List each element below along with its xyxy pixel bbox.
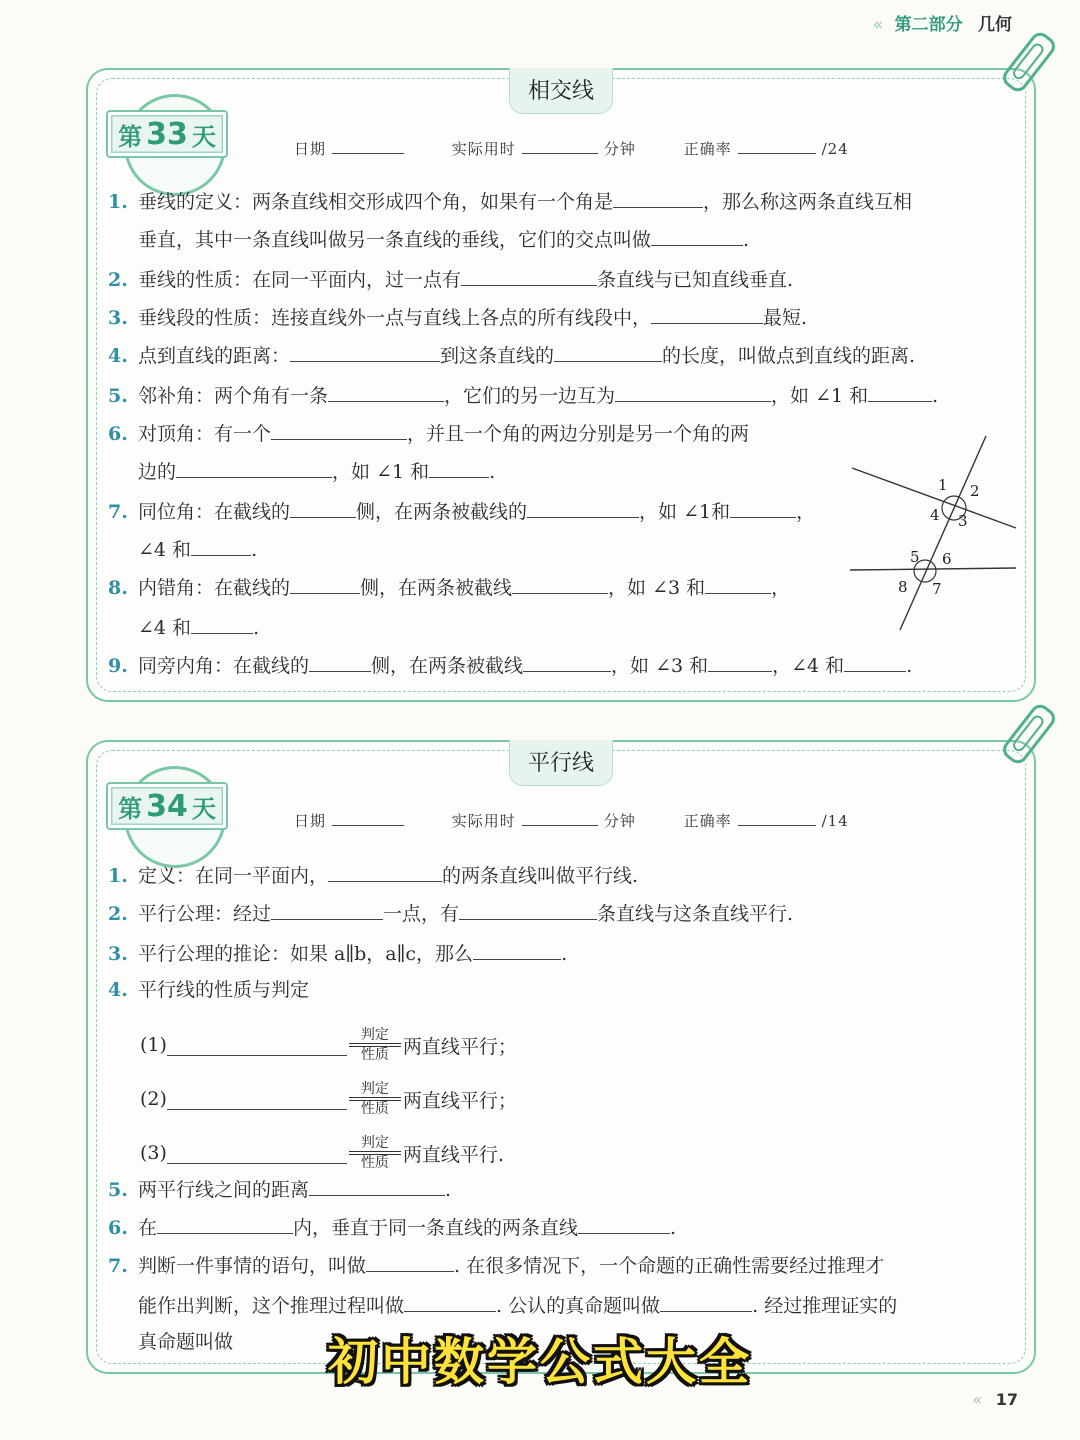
- question-number: 9.: [108, 654, 128, 677]
- arrow-bottom-label: 性质: [360, 1155, 389, 1171]
- question-text: 点到直线的距离：: [138, 344, 291, 367]
- question-text: .: [670, 1216, 677, 1239]
- property-row: [140, 1136, 504, 1170]
- question-number: 6.: [108, 1216, 128, 1239]
- question-text: ，: [796, 500, 816, 523]
- question-text: 邻补角：两个角有一条: [138, 384, 329, 407]
- question-text: . 在很多情况下，一个命题的正确性需要经过推理才: [454, 1254, 885, 1277]
- question-number: 1.: [108, 864, 128, 887]
- question-item: [108, 418, 749, 446]
- time-label: 实际用时: [451, 811, 516, 830]
- property-label: (2): [140, 1088, 167, 1110]
- paperclip-icon: [999, 701, 1059, 767]
- angle-label: 3: [958, 512, 968, 530]
- answer-blank[interactable]: [309, 1174, 445, 1196]
- question-text: 侧，在两条被截线的: [356, 500, 528, 523]
- question-text: 平行公理的推论：如果 a∥b，a∥c，那么: [138, 942, 474, 965]
- question-text: ，: [771, 576, 791, 599]
- answer-blank[interactable]: [366, 1250, 454, 1272]
- arrow-bar: [349, 1042, 401, 1048]
- question-item: [108, 572, 790, 600]
- answer-blank[interactable]: [613, 186, 703, 208]
- answer-blank[interactable]: [290, 340, 440, 362]
- question-text: ，它们的另一边互为: [444, 384, 616, 407]
- accuracy-label: 正确率: [683, 811, 732, 830]
- question-text: 真命题叫做: [138, 1331, 234, 1353]
- arrow-top-label: 判定: [360, 1027, 389, 1043]
- question-number: 8.: [108, 576, 128, 599]
- meta-row: [294, 136, 855, 159]
- meta-row: [294, 808, 855, 831]
- question-number: 3.: [108, 306, 128, 329]
- question-item: [108, 340, 915, 368]
- day-badge: [106, 110, 228, 158]
- total-label: /14: [821, 811, 849, 830]
- question-number: 2.: [108, 268, 128, 291]
- question-item: [108, 264, 793, 292]
- answer-blank[interactable]: [461, 264, 597, 286]
- property-text: 两直线平行；: [402, 1089, 517, 1112]
- question-text: 一点，有: [383, 902, 460, 925]
- date-blank[interactable]: [332, 808, 404, 826]
- question-text: 判断一件事情的语句，叫做: [138, 1254, 367, 1277]
- answer-blank[interactable]: [578, 1212, 670, 1234]
- question-text: 同旁内角：在截线的: [138, 654, 310, 677]
- question-number: 7.: [108, 1254, 128, 1277]
- property-row: [140, 1028, 517, 1062]
- arrow-bar: [349, 1096, 401, 1102]
- page-header: [873, 10, 1012, 35]
- answer-blank[interactable]: [651, 302, 763, 324]
- answer-blank[interactable]: [328, 860, 442, 882]
- double-arrow-icon: [349, 1028, 401, 1062]
- question-text: 定义：在同一平面内，: [138, 864, 329, 887]
- question-text: ，如 ∠3 和: [611, 654, 709, 677]
- question-text: .: [561, 942, 568, 965]
- double-arrow-icon: [349, 1082, 401, 1116]
- question-text: 能作出判断，这个推理过程叫做: [138, 1294, 405, 1317]
- answer-blank[interactable]: [191, 534, 251, 556]
- answer-blank[interactable]: [705, 572, 771, 594]
- question-text: 的两条直线叫做平行线.: [442, 864, 639, 887]
- line-lower: [850, 568, 1016, 570]
- question-item: [108, 1174, 451, 1202]
- question-item: [108, 1250, 884, 1278]
- day-number: 33: [146, 116, 188, 152]
- time-blank[interactable]: [522, 808, 598, 826]
- answer-blank[interactable]: [660, 1290, 752, 1312]
- question-text: .: [906, 654, 913, 677]
- question-item: [108, 496, 815, 524]
- question-text: ，如 ∠1和: [639, 500, 731, 523]
- answer-blank[interactable]: [176, 456, 332, 478]
- answer-blank[interactable]: [459, 898, 597, 920]
- question-text: . 经过推理证实的: [752, 1294, 898, 1317]
- question-text: .: [489, 460, 496, 483]
- angle-label: 5: [910, 548, 920, 566]
- question-item: [108, 938, 567, 966]
- question-text: 条直线与已知直线垂直.: [597, 268, 794, 291]
- question-text: ，如 ∠1 和: [332, 460, 430, 483]
- question-text: .: [445, 1178, 452, 1201]
- question-text: ∠4 和: [138, 538, 192, 561]
- property-text: 两直线平行；: [402, 1035, 517, 1058]
- question-item: [108, 650, 912, 678]
- question-item: [108, 898, 793, 926]
- question-text: 的长度，叫做点到直线的距离.: [662, 344, 916, 367]
- chevron-left-icon: «: [872, 15, 884, 35]
- property-label: (1): [140, 1034, 167, 1056]
- question-item: [108, 1290, 897, 1318]
- paperclip-icon: [999, 29, 1059, 95]
- question-text: 到这条直线的: [440, 344, 555, 367]
- question-text: 条直线与这条直线平行.: [597, 902, 794, 925]
- question-text: .: [743, 228, 750, 251]
- answer-blank[interactable]: [157, 1212, 293, 1234]
- question-text: 内错角：在截线的: [138, 576, 291, 599]
- question-text: 平行线的性质与判定: [138, 979, 310, 1001]
- angle-label: 2: [970, 482, 980, 500]
- page-number-value: 17: [995, 1390, 1018, 1409]
- angle-label: 7: [932, 580, 942, 598]
- answer-blank[interactable]: [473, 938, 561, 960]
- question-number: 3.: [108, 942, 128, 965]
- day33-panel: [86, 68, 1036, 702]
- date-label: 日期: [294, 811, 327, 830]
- answer-blank[interactable]: [527, 496, 639, 518]
- time-label: 实际用时: [451, 139, 516, 158]
- answer-blank[interactable]: [404, 1290, 496, 1312]
- minute-label: 分钟: [603, 139, 636, 158]
- accuracy-label: 正确率: [683, 139, 732, 158]
- question-number: 5.: [108, 1178, 128, 1201]
- video-caption: 初中数学公式大全: [328, 1333, 752, 1391]
- question-item: [108, 456, 495, 484]
- day-number: 34: [146, 788, 188, 824]
- section-title: 平行线: [509, 740, 613, 786]
- question-text: ∠4 和: [138, 616, 192, 639]
- part-label: 第二部分: [894, 15, 963, 35]
- accuracy-blank[interactable]: [738, 136, 816, 154]
- question-text: 平行公理：经过: [138, 902, 272, 925]
- answer-blank[interactable]: [708, 650, 772, 672]
- question-text: ，那么称这两条直线互相: [703, 190, 913, 213]
- question-text: 同位角：在截线的: [138, 500, 291, 523]
- double-arrow-icon: [349, 1136, 401, 1170]
- answer-blank[interactable]: [167, 1034, 347, 1056]
- day-prefix: 第: [118, 794, 143, 823]
- angle-label: 1: [938, 476, 948, 494]
- question-text: 垂线的性质：在同一平面内，过一点有: [138, 268, 462, 291]
- question-item: [108, 1212, 676, 1240]
- total-label: /24: [821, 139, 849, 158]
- question-text: 侧，在两条被截线: [371, 654, 524, 677]
- question-number: 7.: [108, 500, 128, 523]
- time-blank[interactable]: [522, 136, 598, 154]
- question-text: 在: [138, 1216, 158, 1239]
- question-text: . 公认的真命题叫做: [496, 1294, 661, 1317]
- property-text: 两直线平行.: [402, 1143, 504, 1166]
- answer-blank[interactable]: [167, 1088, 347, 1110]
- question-text: 对顶角：有一个: [138, 422, 272, 445]
- question-item: [108, 186, 912, 214]
- arrow-top-label: 判定: [360, 1135, 389, 1151]
- answer-blank[interactable]: [730, 496, 796, 518]
- answer-blank[interactable]: [615, 380, 771, 402]
- answer-blank[interactable]: [271, 418, 407, 440]
- question-number: 5.: [108, 384, 128, 407]
- answer-blank[interactable]: [523, 650, 611, 672]
- question-text: 垂线段的性质：连接直线外一点与直线上各点的所有线段中，: [138, 306, 652, 329]
- question-number: 1.: [108, 190, 128, 213]
- question-text: 最短.: [763, 306, 808, 329]
- arrow-bottom-label: 性质: [360, 1047, 389, 1063]
- property-row: [140, 1082, 517, 1116]
- question-text: ，∠4 和: [772, 654, 845, 677]
- transversal: [900, 436, 986, 630]
- day34-panel: [86, 740, 1036, 1374]
- answer-blank[interactable]: [167, 1142, 347, 1164]
- answer-blank[interactable]: [191, 612, 253, 634]
- section-title: 相交线: [509, 68, 613, 114]
- question-text: 内，垂直于同一条直线的两条直线: [293, 1216, 579, 1239]
- answer-blank[interactable]: [844, 650, 906, 672]
- question-text: 侧，在两条被截线: [360, 576, 513, 599]
- arrow-bar: [349, 1150, 401, 1156]
- chevron-left-icon: «: [972, 1390, 983, 1409]
- date-blank[interactable]: [332, 136, 404, 154]
- question-item: [108, 978, 309, 1002]
- answer-blank[interactable]: [290, 496, 356, 518]
- question-text: 垂线的定义：两条直线相交形成四个角，如果有一个角是: [138, 190, 614, 213]
- answer-blank[interactable]: [868, 380, 932, 402]
- question-item: [108, 860, 638, 888]
- question-number: 4.: [108, 979, 128, 1001]
- angle-figure: [846, 432, 1080, 632]
- answer-blank[interactable]: [290, 572, 360, 594]
- answer-blank[interactable]: [554, 340, 662, 362]
- question-text: 垂直，其中一条直线叫做另一条直线的垂线，它们的交点叫做: [138, 228, 652, 251]
- answer-blank[interactable]: [328, 380, 444, 402]
- date-label: 日期: [294, 139, 327, 158]
- question-text: ，并且一个角的两边分别是另一个角的两: [407, 422, 750, 445]
- question-text: .: [932, 384, 939, 407]
- question-text: 边的: [138, 460, 177, 483]
- question-number: 6.: [108, 422, 128, 445]
- question-text: ，如 ∠3 和: [608, 576, 706, 599]
- arrow-top-label: 判定: [360, 1081, 389, 1097]
- page-number: [972, 1390, 1018, 1409]
- question-text: .: [253, 616, 260, 639]
- question-text: 两平行线之间的距离: [138, 1178, 310, 1201]
- day-badge: [106, 782, 228, 830]
- question-number: 2.: [108, 902, 128, 925]
- angle-label: 8: [898, 578, 908, 596]
- accuracy-blank[interactable]: [738, 808, 816, 826]
- angle-label: 4: [930, 506, 940, 524]
- day-suffix: 天: [191, 794, 216, 823]
- question-item: [108, 534, 257, 562]
- day-suffix: 天: [191, 122, 216, 151]
- question-text: .: [251, 538, 258, 561]
- question-item: [108, 612, 259, 640]
- subject-label: 几何: [978, 15, 1012, 35]
- answer-blank[interactable]: [651, 224, 743, 246]
- question-number: 4.: [108, 344, 128, 367]
- answer-blank[interactable]: [429, 456, 489, 478]
- answer-blank[interactable]: [309, 650, 371, 672]
- question-item: [108, 224, 749, 252]
- property-label: (3): [140, 1142, 167, 1164]
- question-item: [108, 302, 807, 330]
- arrow-bottom-label: 性质: [360, 1101, 389, 1117]
- minute-label: 分钟: [603, 811, 636, 830]
- answer-blank[interactable]: [512, 572, 608, 594]
- day-prefix: 第: [118, 122, 143, 151]
- answer-blank[interactable]: [271, 898, 383, 920]
- angle-label: 6: [942, 550, 952, 568]
- question-text: ，如 ∠1 和: [771, 384, 869, 407]
- question-item: [108, 380, 938, 408]
